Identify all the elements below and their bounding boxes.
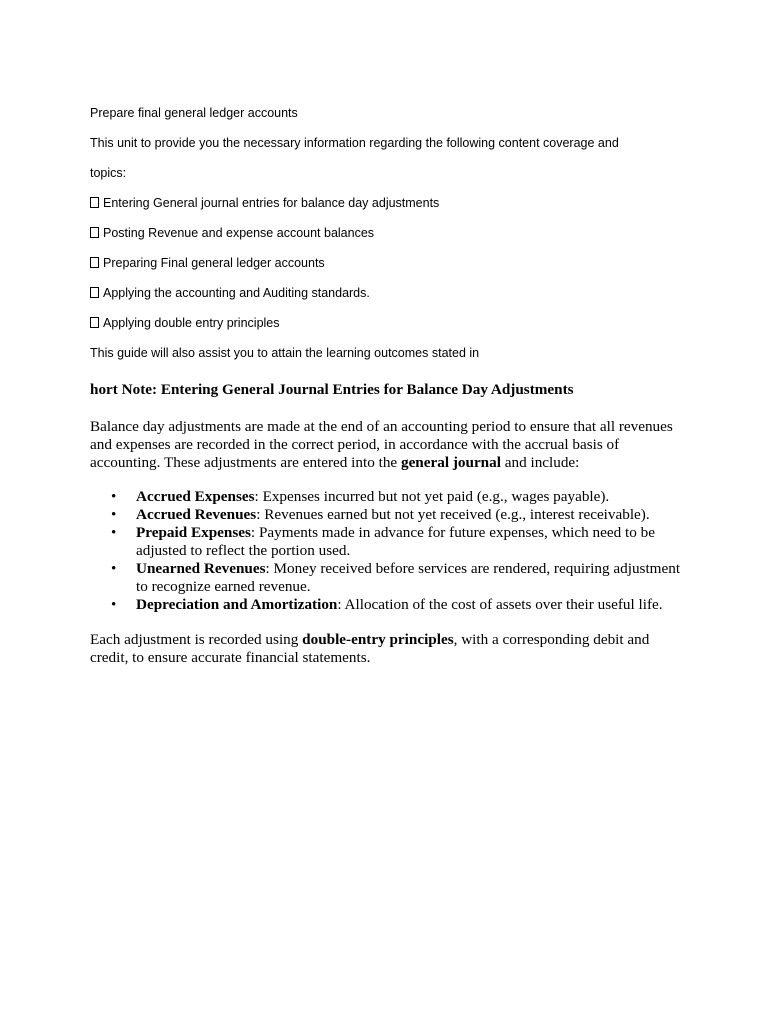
list-item [136, 524, 682, 560]
topic-text: Applying double entry principles [103, 316, 280, 330]
list-item [136, 506, 682, 524]
missing-glyph-bullet-icon [90, 197, 99, 208]
topic-text: Posting Revenue and expense account balances [103, 226, 375, 240]
topic-item [90, 256, 325, 271]
missing-glyph-bullet-icon [90, 287, 99, 298]
item-description: : Payments made in advance for future expenses, which need to be adjusted to reflect the portion used. [136, 524, 655, 559]
intro-paragraph: Balance day adjustments are made at the end of an accounting period to ensure that all revenues and expenses are recorded in the correct period, in accordance with the accrual basis of accounting. These adjustments are entered into the general journal and include: [90, 418, 673, 471]
item-description: : Revenues earned but not yet received (e.g., interest receivable). [256, 506, 650, 523]
item-term: Accrued Expenses [136, 488, 255, 505]
missing-glyph-bullet-icon [90, 317, 99, 328]
guide-line: This guide will also assist you to attain the learning outcomes stated in [90, 346, 480, 360]
item-term: Depreciation and Amortization [136, 596, 338, 613]
topic-item [90, 286, 370, 301]
topic-text: Applying the accounting and Auditing standards. [103, 286, 370, 300]
topic-text: Entering General journal entries for balance day adjustments [103, 196, 440, 210]
intro-line-1: This unit to provide you the necessary information regarding the following content coverage and [90, 136, 619, 150]
topic-item [90, 316, 280, 331]
intro-title: Prepare final general ledger accounts [90, 106, 298, 120]
missing-glyph-bullet-icon [90, 257, 99, 268]
missing-glyph-bullet-icon [90, 227, 99, 238]
list-item [136, 488, 682, 506]
item-description: : Expenses incurred but not yet paid (e.g., wages payable). [254, 488, 610, 505]
item-term: Unearned Revenues [136, 560, 266, 577]
list-item [136, 560, 682, 596]
topic-text: Preparing Final general ledger accounts [103, 256, 325, 270]
item-description: : Money received before services are rendered, requiring adjustment to recognize earned revenue. [136, 560, 681, 595]
intro-line-2: topics: [90, 166, 127, 180]
list-item [136, 596, 682, 614]
closing-paragraph: Each adjustment is recorded using double-entry principles, with a corresponding debit and credit, to ensure accurate financial statements. [90, 631, 650, 666]
item-term: Prepaid Expenses [136, 524, 251, 541]
adjustment-list [90, 488, 682, 614]
item-description: : Allocation of the cost of assets over their useful life. [337, 596, 663, 613]
topic-item [90, 226, 374, 241]
section-heading: hort Note: Entering General Journal Entries for Balance Day Adjustments [90, 381, 574, 398]
topic-item [90, 196, 439, 211]
item-term: Accrued Revenues [136, 506, 257, 523]
bold-term: general journal [400, 454, 501, 471]
bold-term: double-entry principles [302, 631, 454, 648]
